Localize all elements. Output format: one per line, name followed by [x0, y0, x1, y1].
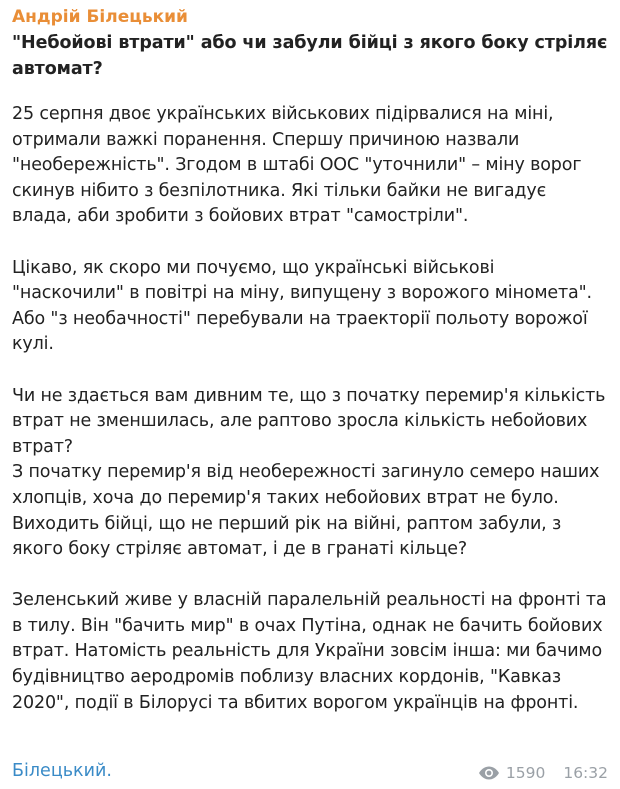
post-paragraph: З початку перемир'я від необережності загинуло семеро наших хлопців, хоча до перемир'я таких небойових втрат не було. Виходить бійці, що не перший рік на війні, раптом забули, з якого боку стріляє автомат, і де в гранаті кільце?: [12, 462, 600, 560]
post-author[interactable]: Андрій Білецький: [12, 7, 188, 27]
paragraph-gap: [12, 563, 608, 589]
paragraph-gap: [12, 230, 608, 256]
view-count: 1590: [505, 764, 546, 782]
post-title: "Небойові втрати" або чи забули бійці з якого боку стріляє автомат?: [12, 33, 608, 79]
post-paragraph: 25 серпня двоє українських військових підірвалися на міні, отримали важкі поранення. Спершу причиною назвали "необережність". Згодом в штабі ООС "уточнили" – міну ворог скинув нібито з безпілотника. Які тільки байки не вигадує влада, аби зробити з бойових втрат "самостріли".: [12, 104, 582, 227]
post-signature-link[interactable]: Білецький.: [12, 761, 112, 781]
post-paragraph: Чи не здається вам дивним те, що з початку перемир'я кількість втрат не зменшилась, але раптово зросла кількість небойових втрат?: [12, 385, 606, 457]
eye-icon: [478, 766, 500, 780]
post-paragraph: Цікаво, як скоро ми почуємо, що українські військові "наскочили" в повітрі на міну, випущену з ворожого міномета". Або "з необачності" перебували на траекторії польоту ворожої кулі.: [12, 257, 592, 355]
post-time: 16:32: [563, 764, 608, 782]
post-paragraph: Зеленський живе у власній паралельній реальності на фронті та в тилу. Він "бачить мир" в очах Путіна, однак не бачить бойових втрат. Натомість реальність для України зовсім інша: ми бачимо будівництво аеродромів поблизу власних кордонів, "Кавказ 2020", події в Білорусі та вбитих ворогом українців на фронті.: [12, 590, 607, 713]
paragraph-gap: [12, 358, 608, 384]
post-body: [12, 102, 608, 716]
post-meta: [478, 762, 608, 784]
